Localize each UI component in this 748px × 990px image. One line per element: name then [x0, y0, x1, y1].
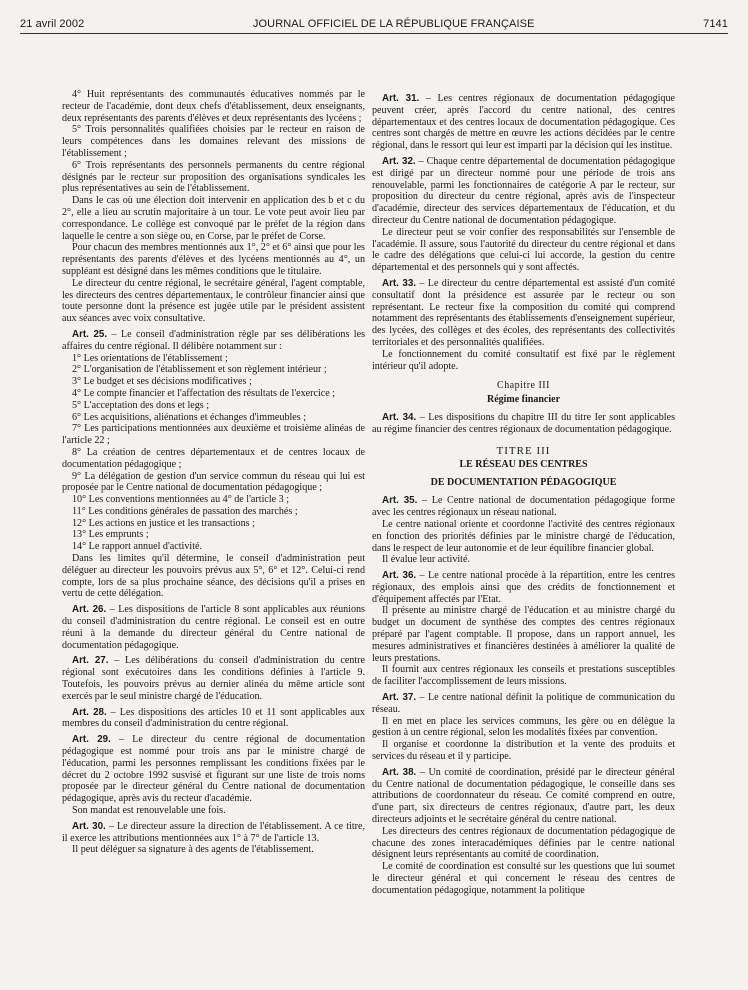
body-paragraph: 4° Huit représentants des communautés éducatives nommés par le recteur de l'académie, dont deux chefs d'établissement, deux enseignants, deux représentants des parents d'élèves et deux représentants des lycéens ;: [62, 89, 365, 124]
article-text: – Le Centre national de documentation pédagogique forme avec les centres régionaux un réseau national.: [372, 495, 675, 519]
header-page-number: 7141: [703, 18, 728, 30]
body-paragraph: 13° Les emprunts ;: [72, 529, 149, 541]
article-label: Art. 34.: [382, 411, 417, 423]
left-column: [62, 89, 365, 856]
body-paragraph: 10° Les conventions mentionnées au 4° de l'article 3 ;: [72, 494, 290, 506]
body-paragraph: Dans le cas où une élection doit intervenir en application des b et c du 2°, elle a lieu au scrutin majoritaire à un tour. Le vote peut avoir lieu par correspondance. Le collège est convoqué par le préfet de la région dans laquelle le centre a son siège ou, en Corse, par le préfet de Corse.: [62, 195, 365, 242]
article-text: – Les centres régionaux de documentation pédagogique peuvent créer, après l'accord du centre national, des centres départementaux et des centres locaux de documentation pédagogique. Ces centres sont chargés de mettre en œuvre les actions décidées par le centre régional, dans le ressort qui leur est imparti par la décision qui les institue.: [372, 93, 676, 152]
article-label: Art. 36.: [382, 570, 417, 582]
article-label: Art. 30.: [72, 820, 106, 832]
article-label: Art. 32.: [382, 155, 416, 167]
body-paragraph: 4° Le compte financier et l'affectation des résultats de l'exercice ;: [72, 387, 336, 399]
article-label: Art. 25.: [72, 328, 108, 340]
article-label: Art. 27.: [72, 655, 109, 667]
article-paragraph: [372, 93, 675, 152]
body-paragraph: Le centre national oriente et coordonne l'activité des centres régionaux en fonction des priorités définies par le ministre chargé de l'éducation, dans le respect de leur autonomie et de leur équilibre financier global.: [372, 518, 675, 554]
article-text: – Le centre national procède à la répartition, entre les centres régionaux, des emplois ainsi que des crédits de fonctionnement et d'équipement affectés par l'Etat.: [372, 570, 675, 605]
article-text: – Chaque centre départemental de documentation pédagogique est dirigé par un directeur nommé pour une période de trois ans renouvelable, parmi les fonctionnaires de catégorie A par le recteur, sur proposition du directeur du centre régional, après avis de l'inspecteur d'académie, directeur des services départementaux de l'éducation, et du directeur du Centre national de documentation pédagogique.: [372, 155, 676, 226]
body-paragraph: 5° L'acceptation des dons et legs ;: [72, 399, 210, 411]
article-label: Art. 31.: [382, 93, 420, 104]
article-text: – Les dispositions des articles 10 et 11 sont applicables aux membres du conseil d'administration du centre régional.: [62, 706, 365, 730]
article-paragraph: [62, 604, 365, 651]
body-paragraph: 5° Trois personnalités qualifiées choisies par le recteur en raison de leurs compétences dans les domaines relevant des missions de l'établissement ;: [62, 124, 365, 159]
body-paragraph: Il en met en place les services communs, les gère ou en délègue la gestion à un centre régional, selon les modalités fixées par convention.: [372, 715, 675, 739]
article-label: Art. 38.: [382, 766, 417, 778]
article-label: Art. 37.: [382, 692, 417, 704]
article-label: Art. 35.: [382, 495, 418, 507]
right-column: [372, 89, 675, 897]
article-text: – Le directeur assure la direction de l'établissement. A ce titre, il exerce les attributions mentionnées aux 1° à 7° de l'article 13.: [62, 820, 365, 844]
article-text: – Un comité de coordination, présidé par le directeur général du Centre national de documentation pédagogique, le conseille dans ses attributions de coordonnateur du réseau. Ce comité comprend en outre, d'une part, six directeurs de centres régionaux, d'autre part, les deux directeurs adjoints et le secrétaire général du centre national.: [372, 766, 675, 826]
body-paragraph: Dans les limites qu'il détermine, le conseil d'administration peut déléguer au directeur les pouvoirs prévus aux 5°, 6° et 12°. Celui-ci rend compte, lors de sa plus prochaine séance, des décisions qu'il a prises en vertu de cette délégation.: [62, 553, 365, 600]
page-header: [20, 10, 728, 30]
article-text: – Les dispositions de l'article 8 sont applicables aux réunions du conseil d'administration du centre régional. Le conseil est en outre réuni à la demande du directeur général du Centre national de documentation pédagogique.: [62, 604, 365, 651]
body-paragraph: 6° Trois représentants des personnels permanents du centre régional désignés par le recteur sur proposition des organisations syndicales les plus représentatives au sein de l'établissement.: [62, 159, 365, 195]
title-subheading: DE DOCUMENTATION PÉDAGOGIQUE: [430, 477, 617, 489]
article-paragraph: [62, 734, 365, 805]
body-paragraph: 3° Le budget et ses décisions modificatives ;: [72, 376, 252, 388]
article-text: – Les délibérations du conseil d'administration du centre régional sont exécutoires dans les conditions définies à l'article 9. Toutefois, les pouvoirs prévus au dernier alinéa du même article sont exercés par le seul ministre chargé de l'éducation.: [62, 655, 365, 702]
body-paragraph: Il évalue leur activité.: [382, 554, 470, 566]
body-paragraph: Il fournit aux centres régionaux les conseils et prestations susceptibles de faciliter l'accomplissement de leurs missions.: [372, 664, 675, 688]
body-paragraph: 8° La création de centres départementaux et de centres locaux de documentation pédagogique ;: [62, 446, 365, 470]
header-rule: [20, 33, 728, 34]
article-paragraph: [372, 278, 675, 349]
article-paragraph: [62, 329, 365, 353]
chapter-heading: Chapitre III: [497, 380, 550, 392]
body-paragraph: 14° Le rapport annuel d'activité.: [72, 541, 203, 553]
article-paragraph: [372, 767, 675, 826]
body-paragraph: 6° Les acquisitions, aliénations et échanges d'immeubles ;: [72, 411, 307, 423]
body-paragraph: Les directeurs des centres régionaux de documentation pédagogique de chacune des zones interacadémiques définies par le centre national désignent leurs représentants au comité de coordination.: [372, 825, 675, 861]
body-paragraph: 2° L'organisation de l'établissement et son règlement intérieur ;: [72, 364, 327, 376]
article-text: – Les dispositions du chapitre III du titre Ier sont applicables au régime financier des centres régionaux de documentation pédagogique.: [372, 411, 676, 435]
body-paragraph: Le directeur du centre régional, le secrétaire général, l'agent comptable, les directeurs des centres départementaux, le contrôleur financier ainsi que toute personne dont la présence est jugée utile par le président assistent aux séances avec voix consultative.: [62, 277, 365, 325]
article-paragraph: [62, 707, 365, 731]
body-paragraph: 1° Les orientations de l'établissement ;: [72, 352, 228, 364]
article-paragraph: [372, 412, 675, 436]
article-text: – Le centre national définit la politique de communication du réseau.: [372, 692, 675, 715]
article-label: Art. 26.: [72, 604, 107, 616]
body-paragraph: Le comité de coordination est consulté sur les questions que lui soumet le directeur général et qui concernent le réseau des centres de documentation pédagogique, notamment la politique: [372, 861, 675, 896]
article-label: Art. 29.: [72, 734, 111, 746]
body-paragraph: Il organise et coordonne la distribution et la vente des produits et services du réseau et il y participe.: [372, 739, 675, 763]
article-text: – Le directeur du centre départemental est assisté d'un comité consultatif dont la présidence est assurée par le recteur ou son représentant. Le recteur fixe la composition du comité qui comprend notamment des représentants des établissements d'enseignement supérieur, des lycées, des collèges et des écoles, des représentants des collectivités territoriales et des personnalités qualifiées.: [372, 277, 675, 348]
article-text: – Le conseil d'administration règle par ses délibérations les affaires du centre régional. Il délibère notamment sur :: [62, 328, 365, 352]
body-paragraph: 9° La délégation de gestion d'un service commun du réseau qui lui est proposée par le Centre national de documentation pédagogique ;: [62, 470, 365, 494]
chapter-subheading: Régime financier: [486, 394, 561, 406]
body-paragraph: Il peut déléguer sa signature à des agents de l'établissement.: [72, 844, 314, 856]
article-text: – Le directeur du centre régional de documentation pédagogique est nommé pour trois ans par le ministre chargé de l'éducation, parmi les personnes remplissant les conditions fixées par le décret du 2 octobre 1992 susvisé et figurant sur une liste de trois noms proposée par le directeur général du Centre national de documentation pédagogique, après avis du recteur d'académie.: [62, 734, 366, 805]
body-paragraph: Il présente au ministre chargé de l'éducation et au ministre chargé du budget un document de synthèse des comptes des centres régionaux préparé par l'agent comptable. Il propose, dans un rapport annuel, les mesures administratives et financières destinées à améliorer la qualité de leurs prestations.: [372, 605, 675, 664]
title-subheading: LE RÉSEAU DES CENTRES: [459, 459, 588, 471]
article-label: Art. 28.: [72, 706, 107, 718]
article-paragraph: [372, 570, 675, 605]
article-paragraph: [62, 821, 365, 845]
body-paragraph: 11° Les conditions générales de passation des marchés ;: [72, 505, 298, 517]
body-paragraph: 12° Les actions en justice et les transactions ;: [72, 517, 255, 529]
body-paragraph: Le directeur peut se voir confier des responsabilités sur l'ensemble de l'académie. Il assure, sous l'autorité du directeur du centre régional et dans le cadre des délégations que celui-ci lui accorde, la gestion du centre départemental et des personnels qui y sont affectés.: [372, 226, 675, 274]
article-paragraph: [372, 156, 675, 227]
article-paragraph: [62, 655, 365, 702]
article-paragraph: [372, 692, 675, 716]
article-paragraph: [372, 495, 675, 519]
article-label: Art. 33.: [382, 277, 417, 289]
body-paragraph: Le fonctionnement du comité consultatif est fixé par le règlement intérieur qu'il adopte.: [372, 348, 675, 372]
body-paragraph: Son mandat est renouvelable une fois.: [72, 805, 226, 817]
body-paragraph: 7° Les participations mentionnées aux deuxième et troisième alinéas de l'article 22 ;: [62, 423, 365, 447]
title-heading: TITRE III: [496, 444, 551, 457]
body-paragraph: Pour chacun des membres mentionnés aux 1°, 2° et 6° ainsi que pour les représentants des parents d'élèves et des lycéens mentionnés au 4°, un suppléant est désigné dans les mêmes conditions que le titulaire.: [62, 242, 365, 277]
header-date: 21 avril 2002: [20, 18, 85, 30]
header-journal-title: JOURNAL OFFICIEL DE LA RÉPUBLIQUE FRANÇAISE: [252, 18, 535, 30]
